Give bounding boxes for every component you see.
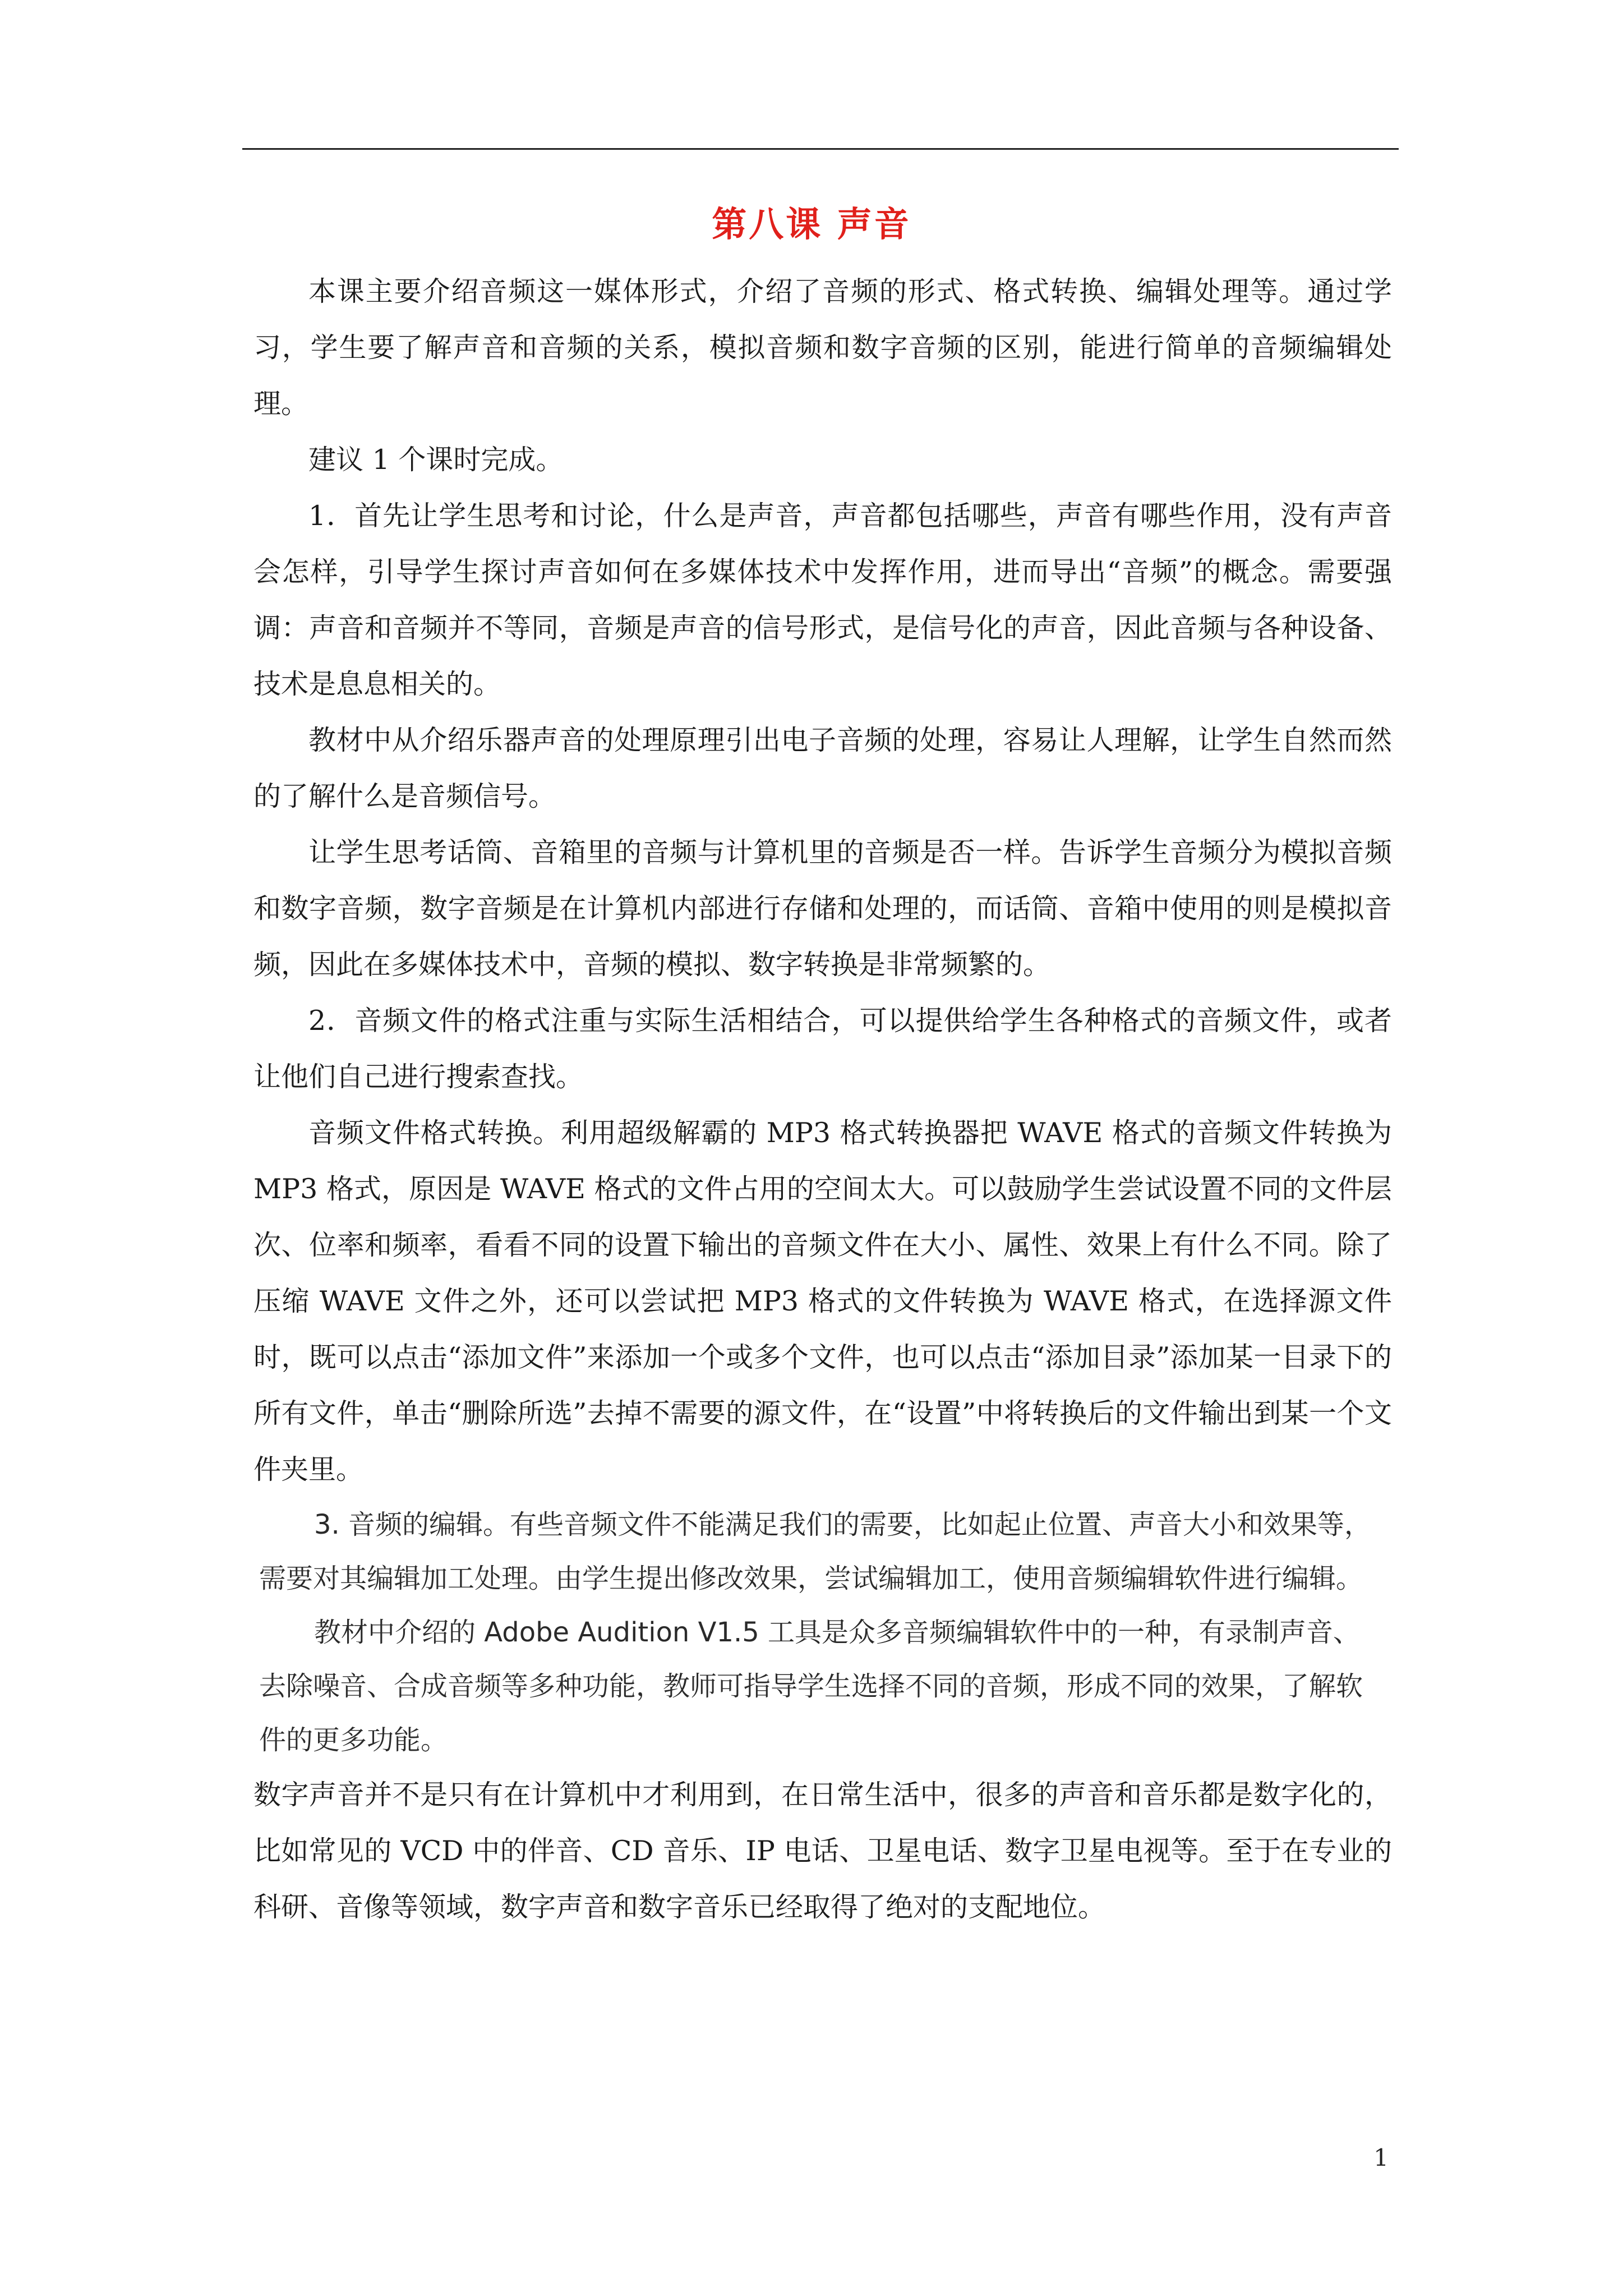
paragraph-intro: 本课主要介绍音频这一媒体形式，介绍了音频的形式、格式转换、编辑处理等。通过学习，学生要了解声音和音频的关系，模拟音频和数字音频的区别，能进行简单的音频编辑处理。 [253, 275, 1392, 420]
scanned-section [259, 1498, 1381, 1767]
paragraph-point-3: 3. 音频的编辑。有些音频文件不能满足我们的需要，比如起止位置、声音大小和效果等，需要对其编辑加工处理。由学生提出修改效果，尝试编辑加工，使用音频编辑软件进行编辑。 [259, 1509, 1372, 1594]
paragraph-format-conversion: 音频文件格式转换。利用超级解霸的 MP3 格式转换器把 WAVE 格式的音频文件转换为 MP3 格式，原因是 WAVE 格式的文件占用的空间太大。可以鼓励学生尝试设置不同的文件层次、位率和频率，看看不同的设置下输出的音频文件在大小、属性、效果上有什么不同。除了压缩 WAVE 文件之外，还可以尝试把 MP3 格式的文件转换为 WAVE 格式，在选择源文件时，既可以点击“添加文件”来添加一个或多个文件，也可以点击“添加目录”添加某一目录下的所有文件，单击“删除所选”去掉不需要的源文件，在“设置”中将转换后的文件输出到某一个文件夹里。 [253, 1117, 1392, 1485]
paragraph-point-1: 1．首先让学生思考和讨论，什么是声音，声音都包括哪些，声音有哪些作用，没有声音会怎样，引导学生探讨声音如何在多媒体技术中发挥作用，进而导出“音频”的概念。需要强调：声音和音频并不等同，音频是声音的信号形式，是信号化的声音，因此音频与各种设备、技术是息息相关的。 [253, 500, 1392, 700]
document-body [253, 264, 1392, 1935]
page-number: 1 [1373, 2144, 1389, 2171]
paragraph-schedule: 建议 1 个课时完成。 [308, 444, 564, 476]
paragraph-analog-digital: 让学生思考话筒、音箱里的音频与计算机里的音频是否一样。告诉学生音频分为模拟音频和数字音频，数字音频是在计算机内部进行存储和处理的，而话筒、音箱中使用的则是模拟音频，因此在多媒体技术中，音频的模拟、数字转换是非常频繁的。 [253, 836, 1392, 981]
header-rule [242, 148, 1399, 150]
page-title: 第八课 声音 [712, 204, 911, 245]
paragraph-instrument: 教材中从介绍乐器声音的处理原理引出电子音频的处理，容易让人理解，让学生自然而然的了解什么是音频信号。 [253, 724, 1392, 812]
paragraph-audition: 教材中介绍的 Adobe Audition V1.5 工具是众多音频编辑软件中的一种，有录制声音、去除噪音、合成音频等多种功能，教师可指导学生选择不同的音频，形成不同的效果，了解软件的更多功能。 [259, 1617, 1363, 1756]
paragraph-point-2: 2．音频文件的格式注重与实际生活相结合，可以提供给学生各种格式的音频文件，或者让他们自己进行搜索查找。 [253, 1005, 1392, 1093]
paragraph-closing: 数字声音并不是只有在计算机中才利用到，在日常生活中，很多的声音和音乐都是数字化的，比如常见的 VCD 中的伴音、CD 音乐、IP 电话、卫星电话、数字卫星电视等。至于在专业的科研、音像等领域，数字声音和数字音乐已经取得了绝对的支配地位。 [253, 1779, 1392, 1923]
